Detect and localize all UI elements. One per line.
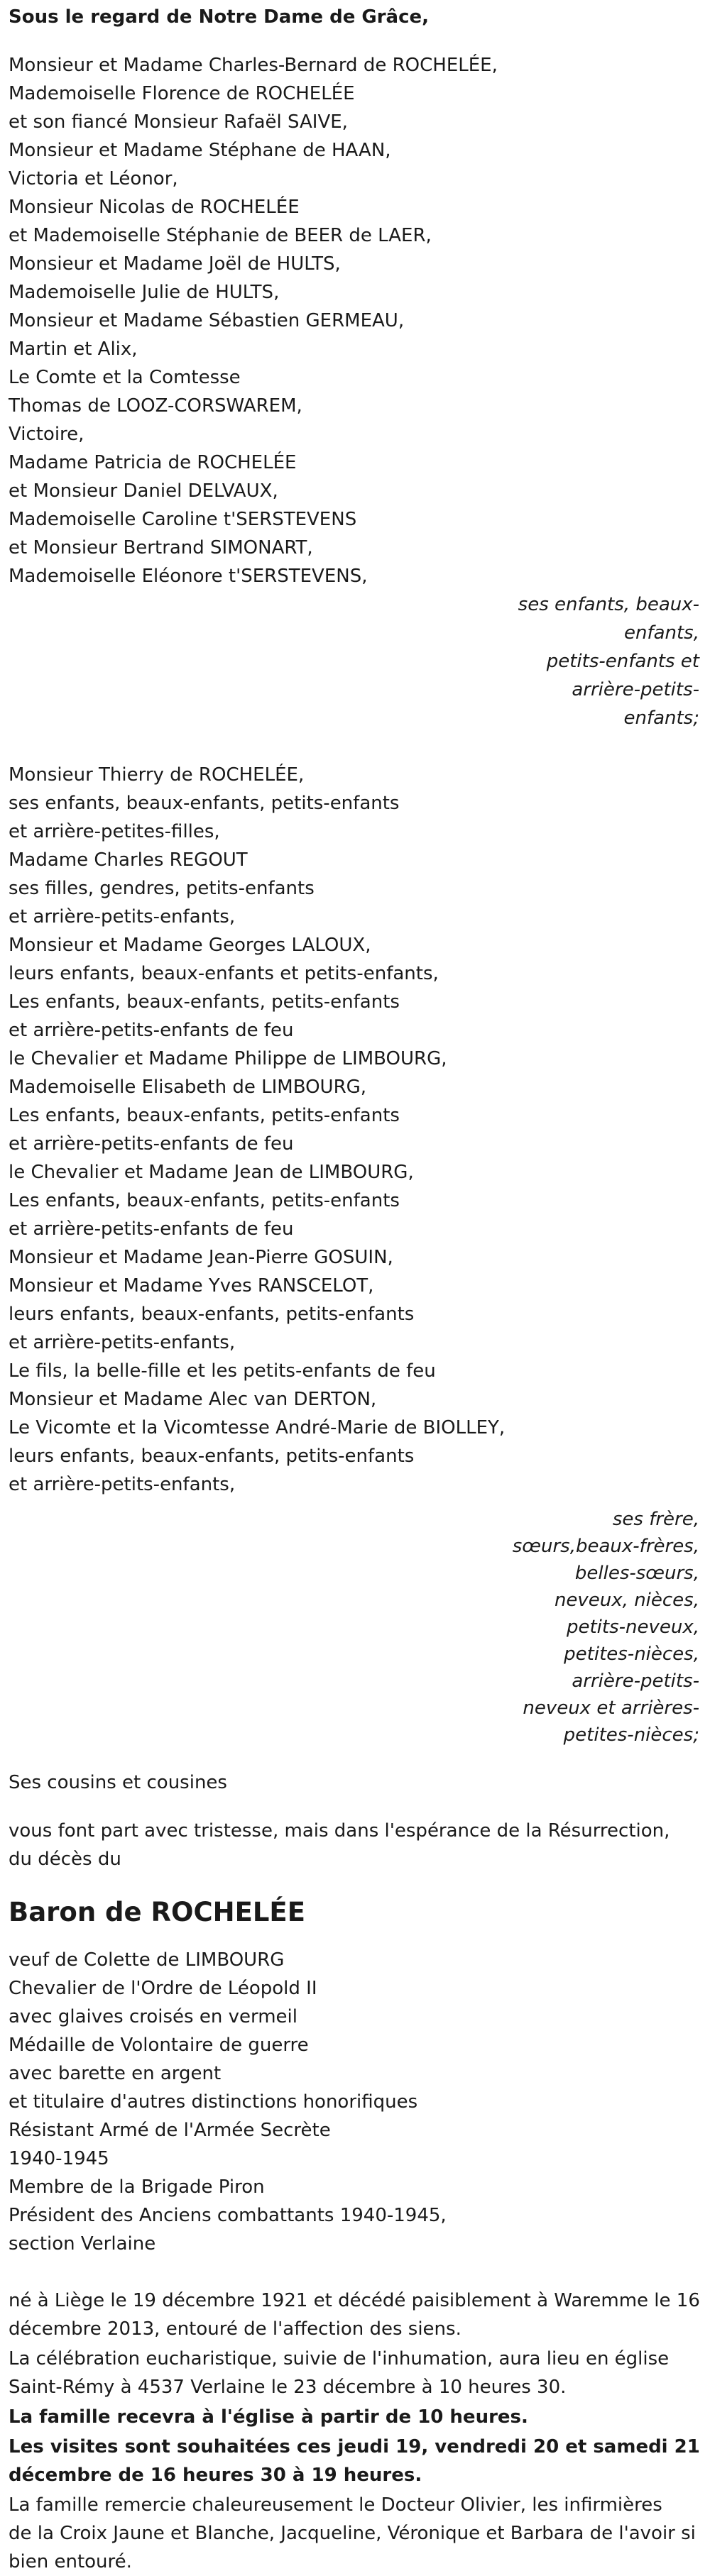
- thanks-paragraph: [9, 2491, 701, 2576]
- birth-death-paragraph: [9, 2286, 701, 2343]
- titles-list-line: et titulaire d'autres distinctions honorifiques: [9, 2091, 418, 2113]
- birth-death-paragraph-line: né à Liège le 19 décembre 1921 et décédé paisiblement à Waremme le 16: [9, 2290, 700, 2311]
- family-group-1: [9, 51, 701, 590]
- announcement: [9, 1817, 701, 1873]
- family-group-1-line: et son fiancé Monsieur Rafaël SAIVE,: [9, 111, 348, 133]
- family-group-2-line: Les enfants, beaux-enfants, petits-enfants: [9, 991, 400, 1013]
- family-group-2-line: leurs enfants, beaux-enfants, petits-enfants: [9, 1446, 415, 1467]
- titles-list-line: Membre de la Brigade Piron: [9, 2176, 265, 2198]
- heading: Sous le regard de Notre Dame de Grâce,: [9, 6, 430, 28]
- family-group-1-line: Mademoiselle Florence de ROCHELÉE: [9, 83, 355, 104]
- titles-list: [9, 1946, 701, 2258]
- family-group-1-line: Thomas de LOOZ-CORSWAREM,: [9, 395, 302, 417]
- family-group-1-line: Monsieur et Madame Stéphane de HAAN,: [9, 140, 391, 161]
- ceremony-paragraph-line: Saint-Rémy à 4537 Verlaine le 23 décembre à 10 heures 30.: [9, 2377, 567, 2398]
- relation-siblings-line: sœurs,beaux-frères,: [512, 1536, 699, 1557]
- family-group-2-line: Mademoiselle Elisabeth de LIMBOURG,: [9, 1077, 367, 1098]
- family-group-2-line: Monsieur Thierry de ROCHELÉE,: [9, 764, 305, 786]
- family-group-2-line: leurs enfants, beaux-enfants, petits-enfants: [9, 1304, 415, 1325]
- family-group-2-line: leurs enfants, beaux-enfants et petits-enfants,: [9, 963, 439, 984]
- family-group-1-line: Le Comte et la Comtesse: [9, 367, 241, 388]
- titles-list-line: Président des Anciens combattants 1940-1945,: [9, 2205, 447, 2226]
- ceremony-paragraph: [9, 2345, 701, 2401]
- family-group-2-line: et arrière-petits-enfants de feu: [9, 1218, 294, 1240]
- family-group-1-line: Madame Patricia de ROCHELÉE: [9, 452, 297, 473]
- family-group-2-line: ses filles, gendres, petits-enfants: [9, 878, 315, 899]
- family-group-2-line: Le fils, la belle-fille et les petits-enfants de feu: [9, 1360, 436, 1382]
- relation-children-line: enfants;: [623, 708, 699, 729]
- family-group-2-line: et arrière-petits-enfants,: [9, 1332, 236, 1353]
- relation-children-line: arrière-petits-: [572, 679, 699, 700]
- relation-children-line: petits-enfants et: [546, 651, 699, 672]
- titles-list-line: avec barette en argent: [9, 2063, 222, 2084]
- family-group-1-line: et Mademoiselle Stéphanie de BEER de LAER,: [9, 225, 432, 246]
- relation-children-line: ses enfants, beaux-: [518, 594, 699, 615]
- reception-notice: La famille recevra à l'église à partir de 10 heures.: [9, 2406, 528, 2428]
- family-group-2-line: le Chevalier et Madame Philippe de LIMBOURG,: [9, 1048, 447, 1069]
- relation-siblings-line: petites-nièces;: [563, 1724, 699, 1746]
- family-group-2-line: et arrière-petits-enfants de feu: [9, 1020, 294, 1041]
- family-group-1-line: Monsieur et Madame Sébastien GERMEAU,: [9, 310, 405, 331]
- relation-siblings-line: arrière-petits-: [572, 1670, 699, 1692]
- family-group-1-line: et Monsieur Bertrand SIMONART,: [9, 537, 313, 558]
- cousins-line: Ses cousins et cousines: [9, 1772, 227, 1793]
- obituary-page: [0, 3, 710, 2576]
- family-group-2-line: et arrière-petits-enfants,: [9, 1474, 236, 1495]
- relation-siblings: [9, 1506, 701, 1749]
- ceremony-paragraph-line: La célébration eucharistique, suivie de l'inhumation, aura lieu en église: [9, 2348, 670, 2369]
- family-group-1-line: et Monsieur Daniel DELVAUX,: [9, 480, 278, 502]
- family-group-2-line: le Chevalier et Madame Jean de LIMBOURG,: [9, 1162, 414, 1183]
- relation-siblings-line: neveux, nièces,: [554, 1590, 699, 1611]
- family-group-2-line: et arrière-petites-filles,: [9, 821, 220, 842]
- family-group-1-line: Monsieur et Madame Joël de HULTS,: [9, 253, 341, 275]
- titles-list-line: Résistant Armé de l'Armée Secrète: [9, 2120, 331, 2141]
- family-group-1-line: Victoria et Léonor,: [9, 168, 178, 189]
- family-group-2-line: Le Vicomte et la Vicomtesse André-Marie de BIOLLEY,: [9, 1417, 506, 1438]
- deceased-name: Baron de ROCHELÉE: [9, 1897, 305, 1927]
- family-group-1-line: Monsieur Nicolas de ROCHELÉE: [9, 197, 300, 218]
- family-group-2-line: Madame Charles REGOUT: [9, 849, 248, 871]
- relation-children-line: enfants,: [623, 622, 699, 644]
- relation-siblings-line: belles-sœurs,: [574, 1563, 699, 1584]
- family-group-2-line: Monsieur et Madame Alec van DERTON,: [9, 1389, 377, 1410]
- titles-list-line: 1940-1945: [9, 2148, 109, 2169]
- relation-siblings-line: ses frère,: [612, 1509, 699, 1530]
- announcement-line: du décès du: [9, 1849, 121, 1870]
- relation-siblings-line: neveux et arrières-: [523, 1697, 699, 1719]
- titles-list-line: avec glaives croisés en vermeil: [9, 2006, 297, 2027]
- family-group-2-line: Les enfants, beaux-enfants, petits-enfants: [9, 1105, 400, 1126]
- family-group-2-line: Les enfants, beaux-enfants, petits-enfants: [9, 1190, 400, 1211]
- titles-list-line: Chevalier de l'Ordre de Léopold II: [9, 1978, 317, 1999]
- family-group-2-line: et arrière-petits-enfants de feu: [9, 1133, 294, 1155]
- titles-list-line: veuf de Colette de LIMBOURG: [9, 1949, 285, 1971]
- relation-children: [9, 590, 701, 732]
- family-group-1-line: Monsieur et Madame Charles-Bernard de ROCHELÉE,: [9, 55, 498, 76]
- titles-list-line: Médaille de Volontaire de guerre: [9, 2035, 309, 2056]
- relation-siblings-line: petites-nièces,: [564, 1644, 699, 1665]
- announcement-line: vous font part avec tristesse, mais dans l'espérance de la Résurrection,: [9, 1820, 670, 1842]
- family-group-2: [9, 761, 701, 1499]
- thanks-paragraph-line: bien entouré.: [9, 2551, 132, 2572]
- relation-siblings-line: petits-neveux,: [566, 1617, 699, 1638]
- family-group-1-line: Mademoiselle Caroline t'SERSTEVENS: [9, 509, 357, 530]
- visits-notice-line: Les visites sont souhaitées ces jeudi 19, vendredi 20 et samedi 21: [9, 2436, 700, 2457]
- visits-notice-line: décembre de 16 heures 30 à 19 heures.: [9, 2465, 422, 2486]
- family-group-2-line: ses enfants, beaux-enfants, petits-enfants: [9, 793, 400, 814]
- thanks-paragraph-line: La famille remercie chaleureusement le Docteur Olivier, les infirmières: [9, 2494, 662, 2516]
- family-group-1-line: Mademoiselle Julie de HULTS,: [9, 282, 280, 303]
- family-group-2-line: et arrière-petits-enfants,: [9, 906, 236, 928]
- titles-list-line: section Verlaine: [9, 2233, 156, 2255]
- thanks-paragraph-line: de la Croix Jaune et Blanche, Jacqueline, Véronique et Barbara de l'avoir si: [9, 2523, 696, 2544]
- family-group-2-line: Monsieur et Madame Yves RANSCELOT,: [9, 1275, 374, 1297]
- family-group-2-line: Monsieur et Madame Jean-Pierre GOSUIN,: [9, 1247, 393, 1268]
- visits-notice: [9, 2433, 701, 2489]
- family-group-1-line: Victoire,: [9, 424, 84, 445]
- family-group-1-line: Mademoiselle Eléonore t'SERSTEVENS,: [9, 566, 368, 587]
- family-group-1-line: Martin et Alix,: [9, 338, 138, 360]
- birth-death-paragraph-line: décembre 2013, entouré de l'affection des siens.: [9, 2318, 462, 2340]
- family-group-2-line: Monsieur et Madame Georges LALOUX,: [9, 935, 371, 956]
